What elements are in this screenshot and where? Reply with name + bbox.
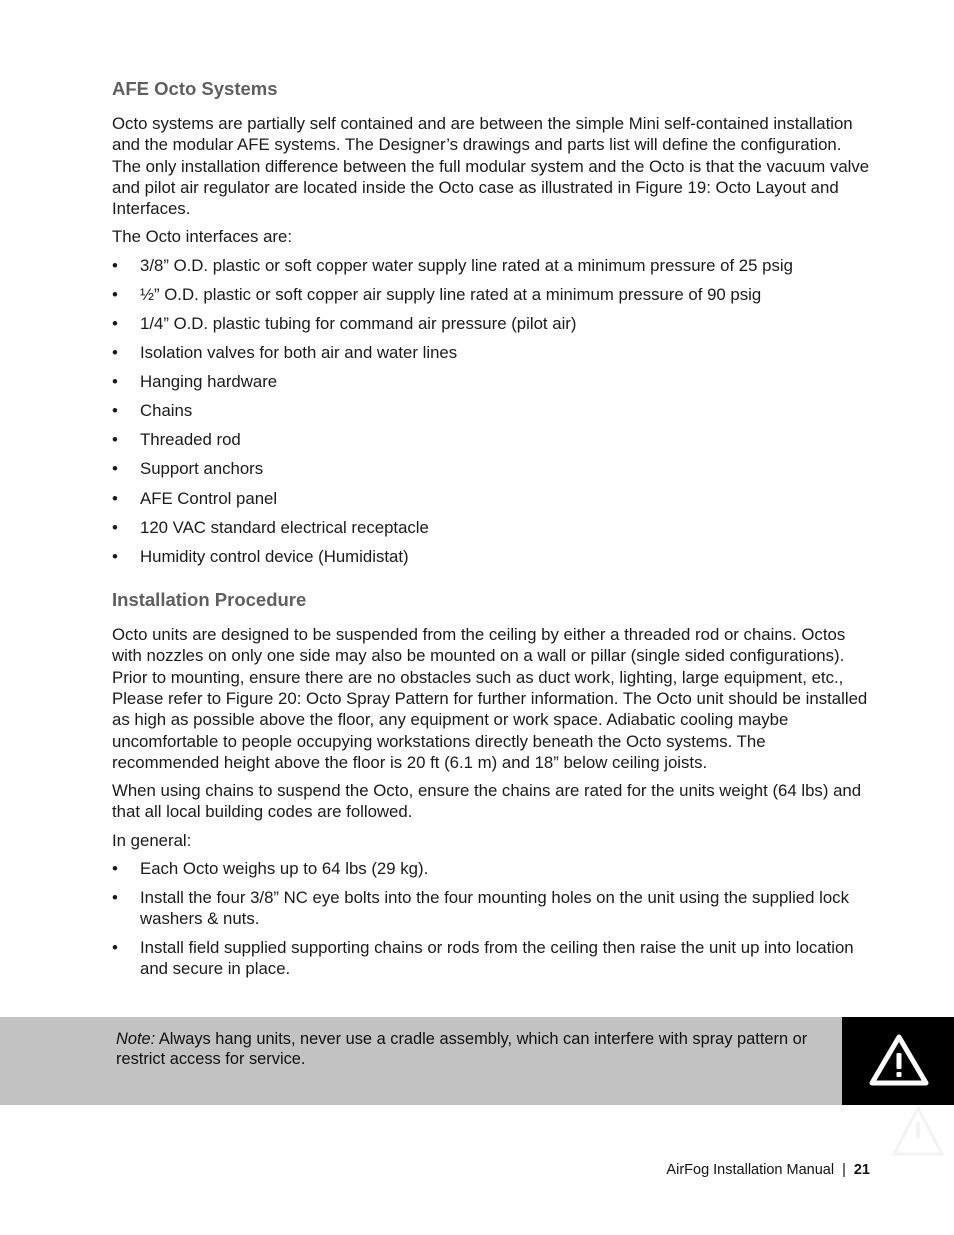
- installation-paragraph: Octo units are designed to be suspended from the ceiling by either a threaded rod or chains. Octos with nozzles on only one side may also be mounted on a wall or pillar (single sided configurations). Prior to mounting, ensure there are no obstacles such as duct work, lighting, large equipment, etc., Please refer to Figure 20: Octo Spray Pattern for further information. The Octo unit should be installed as high as possible above the floor, any equipment or work space. Adiabatic cooling maybe uncomfortable to people occupying workstations directly beneath the Octo systems. The recommended height above the floor is 20 ft (6.1 m) and 18” below ceiling joists.: [112, 625, 868, 772]
- list-item: [112, 313, 872, 334]
- warning-panel: [842, 1017, 954, 1105]
- page-number: 21: [853, 1162, 870, 1178]
- list-item: [112, 342, 872, 363]
- note-text: [116, 1030, 816, 1069]
- note-callout: [0, 1017, 842, 1105]
- list-item: [112, 284, 872, 305]
- footer-separator: |: [842, 1162, 846, 1178]
- chains-paragraph: When using chains to suspend the Octo, ensure the chains are rated for the units weight (64 lbs) and that all local building codes are followed.: [112, 781, 862, 822]
- bullet-icon: •: [112, 546, 118, 566]
- note-label: Note:: [116, 1030, 156, 1048]
- list-item-text: Install field supplied supporting chains or rods from the ceiling then raise the unit up into location and secure in place.: [140, 938, 854, 979]
- bullet-icon: •: [112, 517, 118, 537]
- list-item-text: ½” O.D. plastic or soft copper air supply line rated at a minimum pressure of 90 psig: [140, 284, 762, 304]
- list-item: [112, 887, 872, 930]
- bullet-icon: •: [112, 459, 118, 479]
- list-item-text: 120 VAC standard electrical receptacle: [140, 517, 429, 537]
- bullet-icon: •: [112, 255, 118, 275]
- list-item-text: Isolation valves for both air and water lines: [140, 343, 458, 363]
- section-heading-afe-octo: AFE Octo Systems: [112, 78, 278, 99]
- list-item: [112, 546, 872, 567]
- bullet-icon: •: [112, 372, 118, 392]
- list-item-text: Chains: [140, 401, 193, 421]
- list-item: [112, 458, 872, 479]
- bullet-icon: •: [112, 343, 118, 363]
- bullet-icon: •: [112, 887, 118, 907]
- page-footer: [666, 1162, 870, 1178]
- section-heading-installation-procedure: Installation Procedure: [112, 589, 307, 611]
- list-item-text: Support anchors: [140, 459, 264, 479]
- list-item-text: 3/8” O.D. plastic or soft copper water supply line rated at a minimum pressure of 25 psig: [140, 255, 793, 275]
- general-steps-list: [112, 858, 872, 980]
- list-item: [112, 255, 872, 276]
- bullet-icon: •: [112, 938, 118, 958]
- list-item: [112, 429, 872, 450]
- list-item: [112, 937, 872, 980]
- warning-triangle-icon: [868, 1033, 930, 1087]
- bullet-icon: •: [112, 430, 118, 450]
- list-item-text: Hanging hardware: [140, 372, 278, 392]
- list-item: [112, 400, 872, 421]
- list-item-text: 1/4” O.D. plastic tubing for command air pressure (pilot air): [140, 313, 577, 333]
- manual-title: AirFog Installation Manual: [666, 1162, 835, 1178]
- list-item-text: AFE Control panel: [140, 488, 278, 508]
- bullet-icon: •: [112, 284, 118, 304]
- faint-warning-watermark-icon: [890, 1104, 946, 1160]
- list-item: [112, 517, 872, 538]
- interfaces-list: [112, 255, 872, 567]
- general-lead: In general:: [112, 830, 192, 850]
- list-item: [112, 371, 872, 392]
- list-item-text: Each Octo weighs up to 64 lbs (29 kg).: [140, 858, 429, 878]
- list-item-text: Humidity control device (Humidistat): [140, 546, 409, 566]
- list-item: [112, 488, 872, 509]
- interfaces-lead: The Octo interfaces are:: [112, 227, 293, 247]
- bullet-icon: •: [112, 858, 118, 878]
- page-content: [112, 77, 872, 987]
- bullet-icon: •: [112, 313, 118, 333]
- bullet-icon: •: [112, 401, 118, 421]
- octo-intro-paragraph: Octo systems are partially self contained and are between the simple Mini self-contained installation and the modular AFE systems. The Designer’s drawings and parts list will define the configuration. The only installation difference between the full modular system and the Octo is that the vacuum valve and pilot air regulator are located inside the Octo case as illustrated in Figure 19: Octo Layout and Interfaces.: [112, 114, 870, 219]
- list-item: [112, 858, 872, 879]
- note-body: Always hang units, never use a cradle assembly, which can interfere with spray pattern or restrict access for service.: [116, 1030, 808, 1068]
- list-item-text: Threaded rod: [140, 430, 241, 450]
- bullet-icon: •: [112, 488, 118, 508]
- list-item-text: Install the four 3/8” NC eye bolts into the four mounting holes on the unit using the supplied lock washers & nuts.: [140, 887, 849, 929]
